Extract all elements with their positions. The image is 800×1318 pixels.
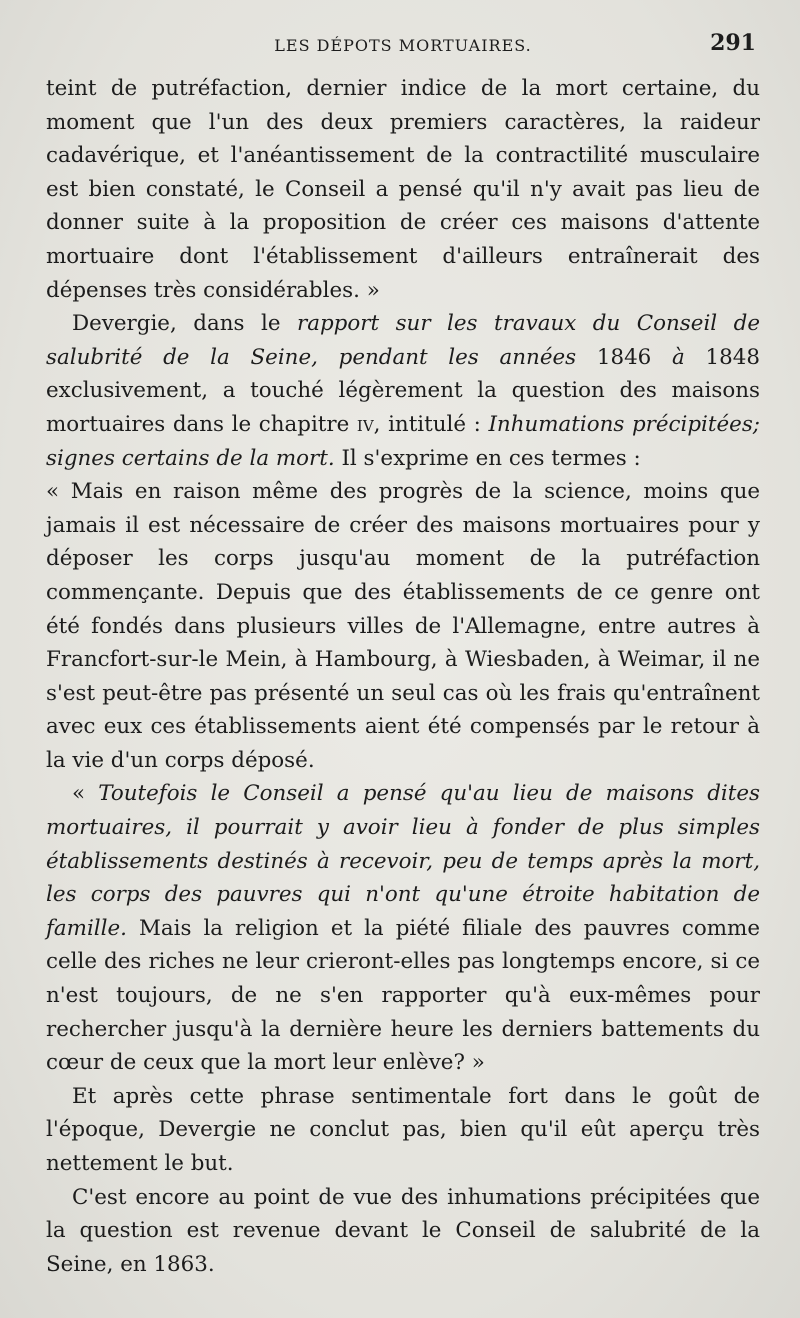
paragraph-quote-conseil — [46, 777, 760, 1079]
text-italic-a: à — [672, 344, 685, 370]
text-run: Devergie, dans le — [72, 311, 297, 337]
text-run: , intitulé : — [373, 411, 489, 437]
paragraph-sentimental: Et après cette phrase sentimentale fort dans le goût de l'époque, Devergie ne conclut pas, bien qu'il eût aperçu très nettement le but. — [46, 1083, 760, 1176]
text-run: Il s'exprime en ces termes : — [334, 445, 641, 471]
page-header — [46, 28, 760, 72]
page-number: 291 — [710, 30, 756, 56]
paragraph-1863: C'est encore au point de vue des inhumations précipitées que la question est revenue devant le Conseil de salubrité de la Seine, en 1863. — [46, 1184, 760, 1277]
paragraph-continuation: teint de putréfaction, dernier indice de la mort certaine, du moment que l'un des deux premiers caractères, la raideur cadavérique, et l'anéantissement de la contractilité musculaire est bien constaté, le Conseil a pensé qu'il n'y avait pas lieu de donner suite à la proposition de créer ces maisons d'attente mortuaire dont l'établissement d'ailleurs entraînerait des dépenses très considérables. » — [46, 76, 760, 303]
chapter-numeral: iv — [356, 411, 374, 437]
text-run: Mais la religion et la piété filiale des pauvres comme celle des riches ne leur crieront-elles pas longtemps encore, si ce n'est toujours, de ne s'en rapporter qu'à eux-mêmes pour rechercher jusqu'à la dernière heure les derniers battements du cœur de ceux que la mort leur enlève? » — [46, 915, 760, 1076]
quote-italic: Toutefois le Conseil a pensé qu'au lieu de maisons dites mortuaires, il pourrait y avoir lieu à fonder de plus simples établissements destinés à recevoir, peu de temps après la mort, les corps des pauvres qui n'ont qu'une étroite habitation de famille. — [46, 781, 760, 941]
text-run: 1848 exclusivement, a touché légèrement la question des maisons mortuaires dans le chapitre — [46, 344, 760, 437]
text-run: « — [72, 781, 99, 807]
body-text — [46, 72, 760, 1281]
paragraph-quote-science: « Mais en raison même des progrès de la science, moins que jamais il est nécessaire de créer des maisons mortuaires pour y déposer les corps jusqu'au moment de la putréfaction commençante. Depuis que des établissements de ce genre ont été fondés dans plusieurs villes de l'Allemagne, entre autres à Francfort-sur-le Mein, à Hambourg, à Wiesbaden, à Weimar, il ne s'est peut-être pas présenté un seul cas où les frais qu'entraînent avec eux ces établissements aient été compensés par le retour à la vie d'un corps déposé. — [46, 479, 760, 773]
text-run: 1846 — [576, 344, 673, 370]
chapter-title-italic: Inhumations précipitées; signes certains de la mort. — [46, 411, 760, 471]
paragraph-devergie-report — [46, 307, 760, 475]
running-title: LES DÉPOTS MORTUAIRES. — [274, 36, 532, 55]
report-title-italic: rapport sur les travaux du Conseil de salubrité de la Seine, pendant les années — [46, 311, 760, 370]
